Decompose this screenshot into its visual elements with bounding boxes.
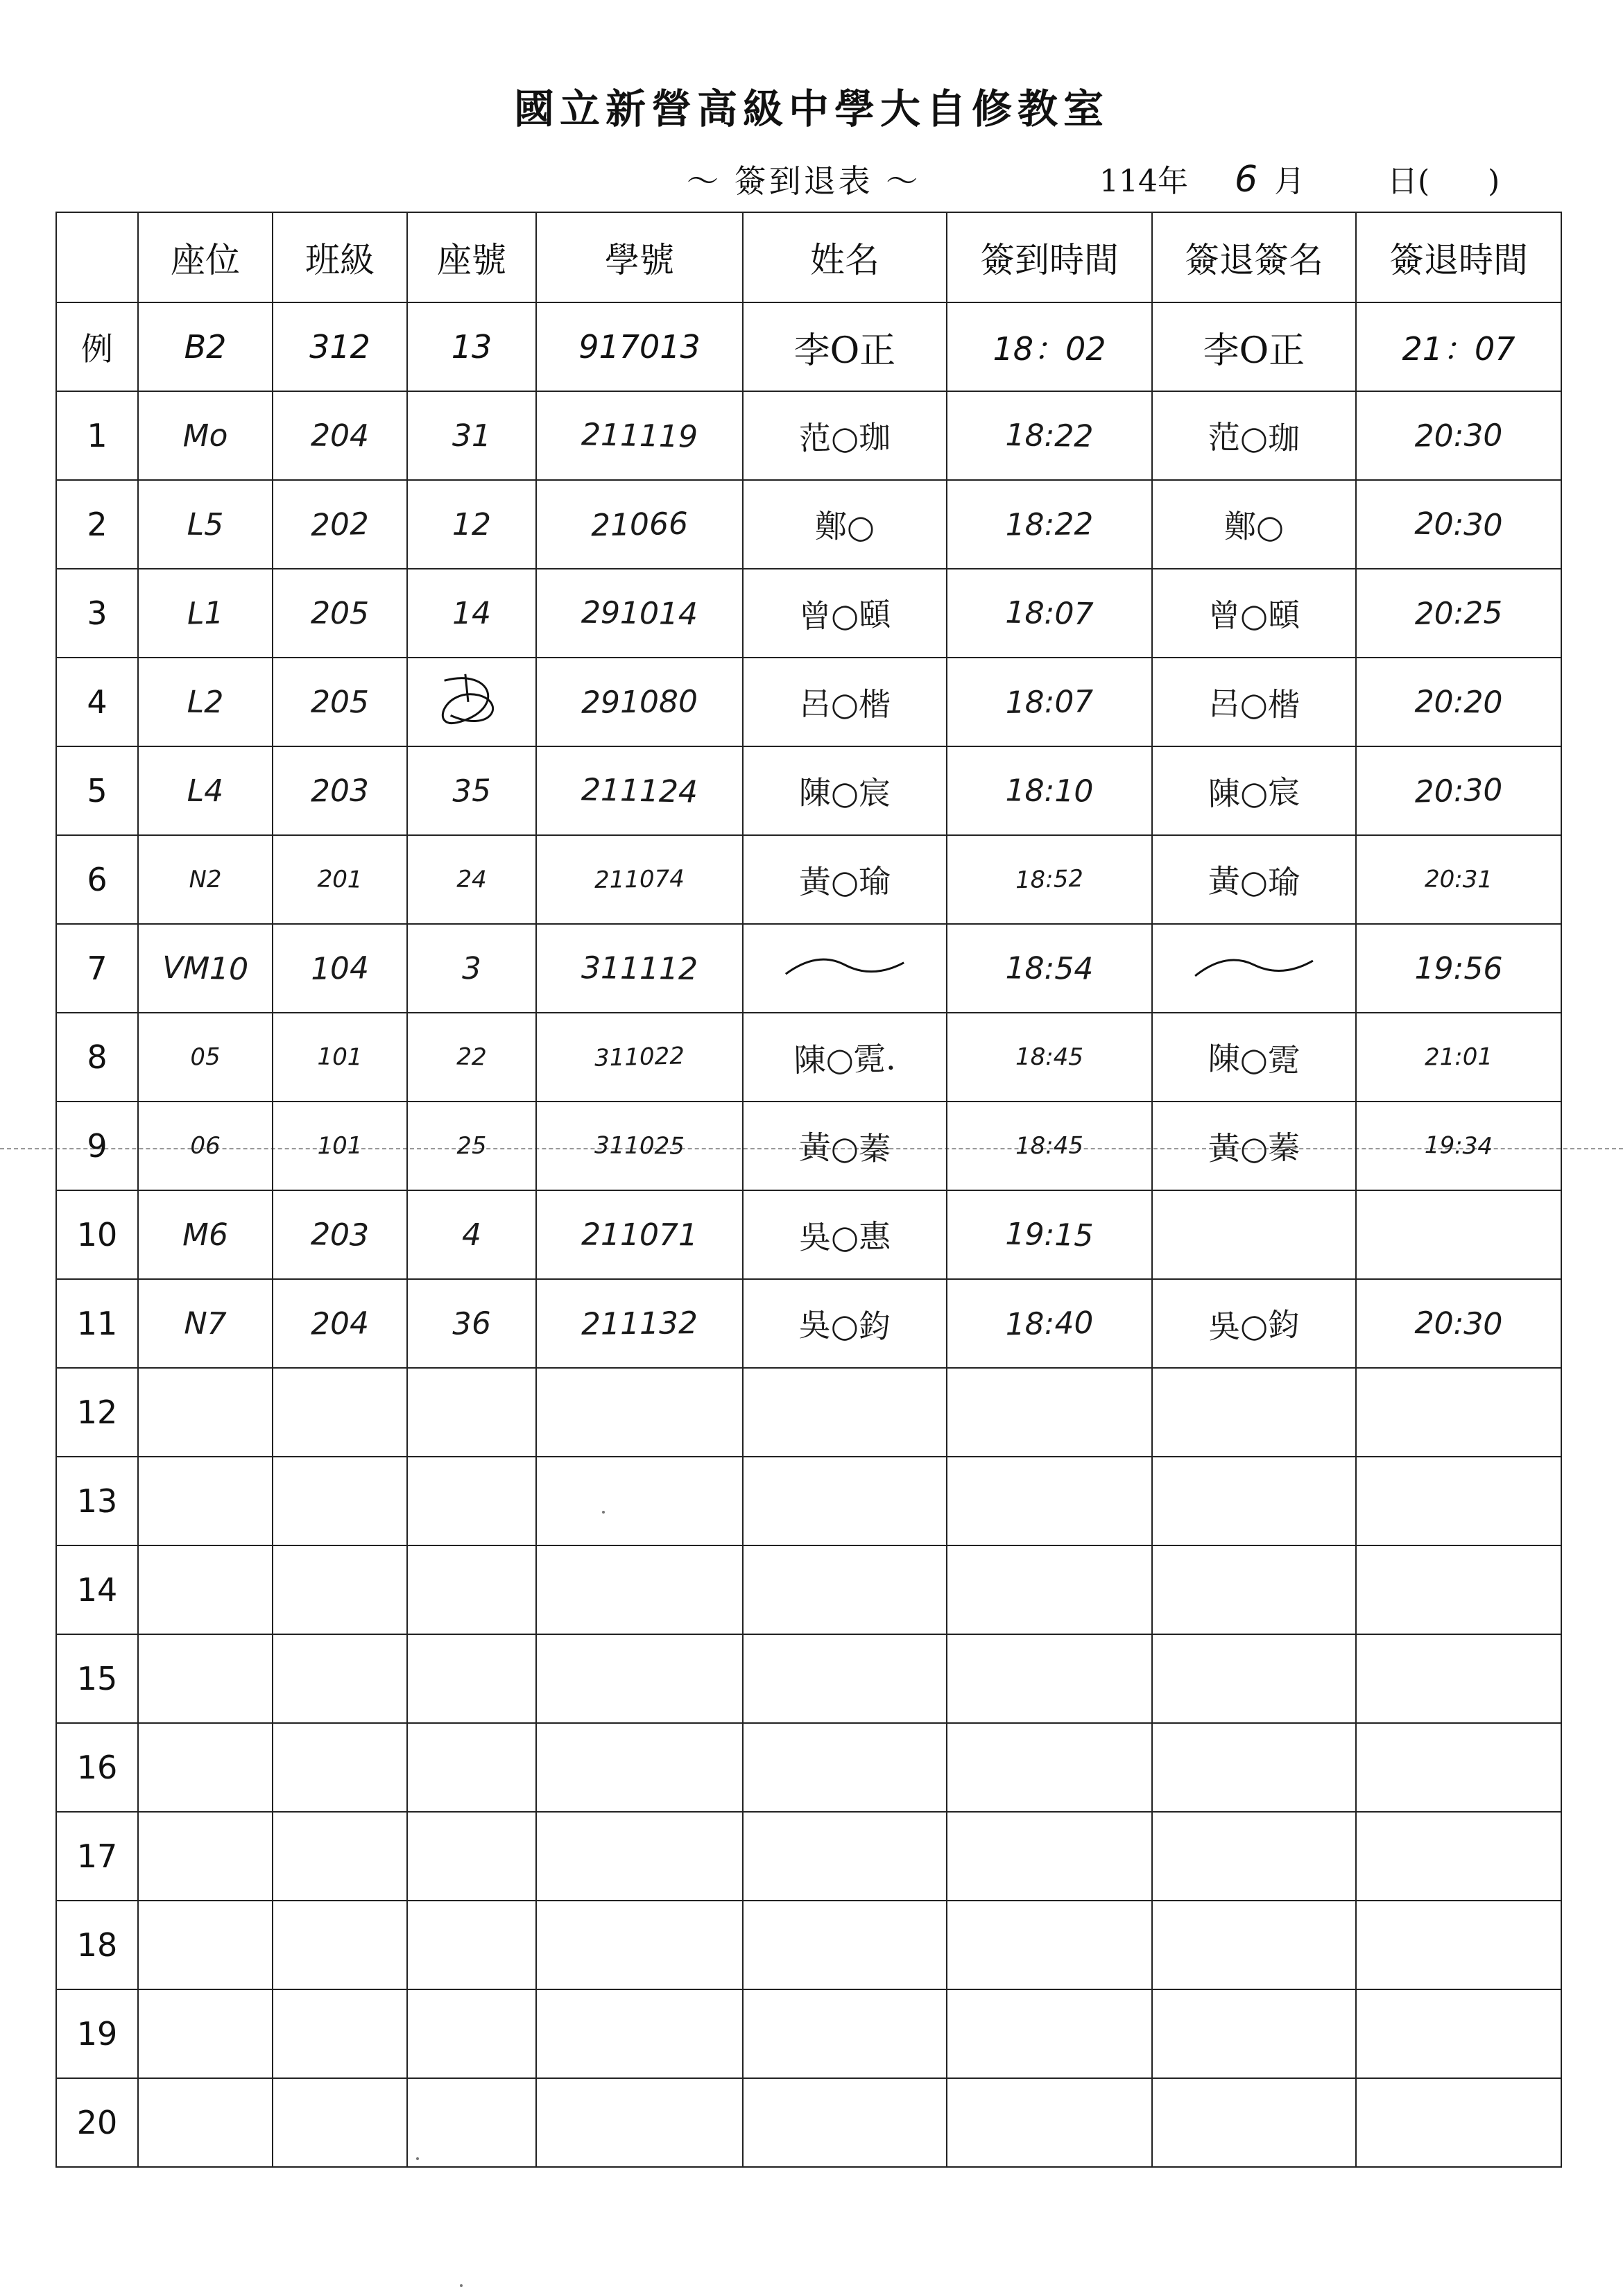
seat-cell <box>138 1457 273 1545</box>
student-id-cell <box>536 2078 743 2167</box>
col-header-seat: 座位 <box>138 212 273 302</box>
class-cell: 204 <box>272 1278 408 1369</box>
col-header-checkout-time: 簽退時間 <box>1356 212 1561 302</box>
checkout-time-cell: 19:34 <box>1355 1099 1563 1192</box>
checkout-time-cell: 20:31 <box>1355 834 1561 925</box>
class-cell: 104 <box>272 923 409 1014</box>
seat-no-cell: 24 <box>406 834 537 925</box>
checkout-time-cell <box>1356 1545 1561 1634</box>
row-index: 5 <box>56 746 138 835</box>
name-cell <box>743 1812 947 1901</box>
seat-no-cell: 14 <box>406 568 536 658</box>
table-row <box>56 480 1561 569</box>
header-row <box>56 212 1561 302</box>
col-header-seat-no: 座號 <box>407 212 536 302</box>
checkout-time-cell: 20:30 <box>1355 390 1561 481</box>
row-index: 12 <box>56 1368 138 1457</box>
name-cell: 吳○鈞 <box>742 1277 948 1370</box>
name-cell: 曾○頤 <box>741 566 947 660</box>
example-checkout-signature: 李O正 <box>1152 302 1356 391</box>
student-id-cell: 311112 <box>535 923 743 1013</box>
stray-mark <box>460 2284 463 2287</box>
example-class: 312 <box>273 302 407 391</box>
row-index: 15 <box>56 1634 138 1723</box>
student-id-cell: 211124 <box>535 744 744 837</box>
checkin-time-cell: 18:40 <box>946 1277 1153 1370</box>
checkin-time-cell <box>947 1812 1152 1901</box>
checkout-signature-cell: 陳○霓 <box>1151 1011 1357 1104</box>
checkout-signature-cell: 黃○蓁 <box>1151 1100 1357 1192</box>
class-cell <box>273 1901 407 1989</box>
checkin-time-cell <box>947 1545 1152 1634</box>
seat-no-cell: 4 <box>406 1190 536 1280</box>
row-index: 10 <box>56 1190 138 1279</box>
class-cell: 205 <box>272 568 407 658</box>
col-header-checkin-time: 簽到時間 <box>947 212 1152 302</box>
seat-cell: 05 <box>137 1011 274 1103</box>
seat-cell: 06 <box>137 1100 273 1191</box>
checkout-signature-cell <box>1151 1189 1356 1280</box>
date-month <box>1235 156 1305 200</box>
student-id-cell: 311025 <box>535 1100 743 1191</box>
example-row <box>56 302 1561 391</box>
student-id-cell: 211119 <box>535 389 744 482</box>
name-cell <box>743 1634 947 1723</box>
name-cell: 吳○惠 <box>742 1189 947 1280</box>
checkout-signature-cell: 呂○楷 <box>1151 656 1357 748</box>
student-id-cell <box>536 1901 743 1989</box>
table-row <box>56 2078 1561 2167</box>
class-cell: 203 <box>272 1189 409 1280</box>
checkin-time-cell: 18:07 <box>946 567 1153 660</box>
checkin-time-cell: 18:22 <box>946 479 1152 569</box>
checkout-signature-cell <box>1152 1989 1356 2078</box>
checkin-time-cell <box>947 1901 1152 1989</box>
col-header-class: 班級 <box>273 212 407 302</box>
checkout-time-cell <box>1356 1989 1561 2078</box>
checkin-time-cell <box>947 1989 1152 2078</box>
row-index: 8 <box>56 1013 138 1102</box>
seat-no-cell <box>407 1545 536 1634</box>
checkout-signature-cell: 陳○宸 <box>1151 744 1357 837</box>
seat-no-cell <box>406 656 538 748</box>
checkout-time-cell: 20:20 <box>1355 656 1561 747</box>
date-year: 114年 <box>1099 164 1188 199</box>
table-row <box>56 658 1561 746</box>
checkout-signature-cell: 鄭○ <box>1152 479 1357 569</box>
seat-no-cell <box>407 1723 536 1812</box>
seat-cell: L2 <box>137 657 273 747</box>
example-checkout-time: 21：07 <box>1356 302 1561 391</box>
seat-cell: L5 <box>137 479 273 569</box>
seat-cell: M6 <box>137 1190 273 1280</box>
seat-cell: Mo <box>137 390 273 481</box>
table-row <box>56 391 1561 480</box>
checkin-time-cell: 18:10 <box>946 745 1152 836</box>
name-cell: 黃○瑜 <box>742 834 947 925</box>
student-id-cell: 211132 <box>535 1278 743 1369</box>
table-row <box>56 746 1561 835</box>
table-row <box>56 1368 1561 1457</box>
student-id-cell <box>536 1989 743 2078</box>
class-cell: 101 <box>272 1101 407 1191</box>
name-cell <box>743 1545 947 1634</box>
table-row <box>56 1812 1561 1901</box>
student-id-cell: 291080 <box>535 656 743 747</box>
seat-cell <box>138 1723 273 1812</box>
entry-rows <box>56 391 1561 2167</box>
table-row <box>56 1013 1561 1102</box>
student-id-cell <box>536 1723 743 1812</box>
checkout-signature-cell <box>1152 2078 1356 2167</box>
signin-table <box>55 212 1562 2168</box>
name-cell: 陳○霓. <box>742 1011 948 1104</box>
checkout-time-cell: 20:30 <box>1355 478 1563 571</box>
stray-mark <box>602 1511 605 1514</box>
name-cell <box>742 922 948 1015</box>
seat-cell <box>138 2078 273 2167</box>
crossed-out-scribble <box>429 667 514 737</box>
student-id-cell <box>536 1812 743 1901</box>
class-cell <box>273 1545 407 1634</box>
name-cell: 黃○蓁 <box>742 1100 947 1192</box>
name-cell <box>743 1368 947 1457</box>
checkout-time-cell <box>1356 1368 1561 1457</box>
seat-no-cell: 25 <box>406 1101 537 1192</box>
student-id-cell: 211074 <box>535 834 744 926</box>
row-index: 13 <box>56 1457 138 1545</box>
student-id-cell <box>536 1368 743 1457</box>
checkout-signature-cell: 黃○瑜 <box>1151 834 1357 926</box>
student-id-cell <box>536 1545 743 1634</box>
row-index: 2 <box>56 480 138 569</box>
name-cell <box>743 1901 947 1989</box>
checkout-time-cell <box>1356 2078 1561 2167</box>
seat-cell: L1 <box>137 567 273 659</box>
checkout-signature-cell <box>1151 923 1356 1013</box>
class-cell <box>273 1723 407 1812</box>
student-id-cell <box>536 1634 743 1723</box>
seat-no-cell <box>407 1634 536 1723</box>
checkout-signature-cell <box>1152 1368 1356 1457</box>
class-cell <box>273 1368 407 1457</box>
row-index: 18 <box>56 1901 138 1989</box>
checkin-time-cell: 19:15 <box>946 1188 1153 1281</box>
table-row <box>56 1457 1561 1545</box>
class-cell <box>273 1634 407 1723</box>
seat-no-cell: 31 <box>406 391 536 481</box>
student-id-cell: 21066 <box>535 478 744 571</box>
checkout-time-cell: 20:30 <box>1355 744 1562 838</box>
table-row <box>56 1901 1561 1989</box>
checkout-signature-cell: 曾○頤 <box>1151 567 1356 658</box>
checkin-time-cell <box>947 2078 1152 2167</box>
checkin-time-cell: 18:07 <box>946 656 1153 748</box>
class-cell: 201 <box>272 834 409 925</box>
class-cell <box>273 1989 407 2078</box>
checkout-time-cell <box>1355 1188 1563 1281</box>
seat-cell <box>138 1545 273 1634</box>
seat-cell <box>138 1812 273 1901</box>
example-seat: B2 <box>138 302 273 391</box>
seat-cell <box>138 1901 273 1989</box>
seat-cell: L4 <box>138 746 273 835</box>
table-row <box>56 1279 1561 1368</box>
row-index: 3 <box>56 569 138 658</box>
col-header-checkout-signature: 簽退簽名 <box>1152 212 1356 302</box>
row-index: 11 <box>56 1279 138 1368</box>
seat-no-cell <box>407 1812 536 1901</box>
row-index: 9 <box>56 1102 138 1190</box>
name-cell: 鄭○ <box>742 479 947 569</box>
class-cell: 203 <box>272 746 407 836</box>
checkout-time-cell: 20:25 <box>1355 567 1562 660</box>
seat-cell <box>138 1368 273 1457</box>
class-cell <box>273 1457 407 1545</box>
checkin-time-cell: 18:22 <box>946 390 1153 482</box>
checkin-time-cell <box>947 1723 1152 1812</box>
seat-no-cell <box>407 2078 536 2167</box>
name-cell <box>743 2078 947 2167</box>
example-student-id: 917013 <box>536 302 743 391</box>
checkin-time-cell: 18:45 <box>946 1100 1152 1191</box>
table-row <box>56 1545 1561 1634</box>
page-title: 國立新營高級中學大自修教室 <box>513 85 1109 132</box>
checkout-time-cell: 21:01 <box>1355 1011 1561 1102</box>
seat-no-cell: 36 <box>406 1278 537 1370</box>
row-index: 16 <box>56 1723 138 1812</box>
seat-no-cell <box>407 1901 536 1989</box>
class-cell <box>273 1812 407 1901</box>
row-index: 1 <box>56 391 138 480</box>
row-index: 19 <box>56 1989 138 2078</box>
student-id-cell: 291014 <box>535 567 744 660</box>
date-day: 日( ) <box>1387 164 1500 199</box>
checkin-time-cell <box>947 1457 1152 1545</box>
table-row <box>56 569 1561 658</box>
checkout-signature-cell <box>1152 1457 1356 1545</box>
checkout-time-cell: 19:56 <box>1356 923 1562 1013</box>
class-cell <box>273 2078 407 2167</box>
example-index: 例 <box>56 302 138 391</box>
table-row <box>56 1634 1561 1723</box>
name-cell: 呂○楷 <box>742 656 947 747</box>
seat-no-cell: 22 <box>406 1011 538 1103</box>
col-header-student-id: 學號 <box>536 212 743 302</box>
seat-no-cell: 12 <box>407 480 537 569</box>
seat-no-cell <box>407 1989 536 2078</box>
class-cell: 101 <box>272 1011 408 1102</box>
checkout-time-cell: 20:30 <box>1355 1278 1562 1370</box>
row-index: 4 <box>56 658 138 746</box>
seat-no-cell: 35 <box>406 745 538 837</box>
table-row <box>56 924 1561 1013</box>
signature-scribble <box>1192 947 1317 990</box>
checkout-signature-cell <box>1152 1723 1356 1812</box>
stray-mark <box>416 2157 419 2160</box>
row-index: 6 <box>56 835 138 924</box>
seat-cell <box>138 1634 273 1723</box>
checkout-signature-cell <box>1152 1634 1356 1723</box>
name-cell: 陳○宸 <box>743 746 947 836</box>
col-header-index <box>56 212 138 302</box>
checkout-time-cell <box>1356 1634 1561 1723</box>
example-seat-no: 13 <box>407 302 536 391</box>
row-index: 7 <box>56 924 138 1013</box>
checkout-signature-cell: 范○珈 <box>1151 390 1356 481</box>
checkin-time-cell: 18:54 <box>946 923 1152 1013</box>
table-row <box>56 835 1561 924</box>
seat-cell: N7 <box>137 1278 274 1369</box>
name-cell <box>743 1989 947 2078</box>
seat-no-cell <box>407 1457 536 1545</box>
checkout-time-cell <box>1356 1812 1561 1901</box>
class-cell: 202 <box>271 478 408 570</box>
row-index: 17 <box>56 1812 138 1901</box>
seat-cell: VM10 <box>137 923 274 1014</box>
seat-no-cell <box>407 1368 536 1457</box>
table-row <box>56 1723 1561 1812</box>
checkout-signature-cell: 吳○鈞 <box>1151 1276 1357 1371</box>
name-cell <box>743 1457 947 1545</box>
checkin-time-cell: 18:45 <box>947 1012 1153 1102</box>
name-cell: 范○珈 <box>742 390 947 482</box>
row-index: 14 <box>56 1545 138 1634</box>
checkin-time-cell <box>947 1368 1152 1457</box>
table-row <box>56 1190 1561 1279</box>
row-index: 20 <box>56 2078 138 2167</box>
student-id-cell: 211071 <box>536 1190 744 1280</box>
example-name: 李O正 <box>743 302 947 391</box>
checkin-time-cell <box>947 1634 1152 1723</box>
class-cell: 205 <box>273 657 408 746</box>
signature-scribble <box>782 946 907 991</box>
class-cell: 204 <box>272 391 407 481</box>
checkin-time-cell: 18:52 <box>945 832 1153 927</box>
checkout-signature-cell <box>1152 1812 1356 1901</box>
checkout-signature-cell <box>1152 1901 1356 1989</box>
name-cell <box>743 1723 947 1812</box>
month-label: 月 <box>1274 164 1305 199</box>
checkout-time-cell <box>1356 1457 1561 1545</box>
checkout-signature-cell <box>1152 1545 1356 1634</box>
table-row <box>56 1102 1561 1190</box>
seat-cell: N2 <box>137 834 273 925</box>
student-id-cell: 311022 <box>535 1010 744 1104</box>
form-subtitle: ～ 簽到退表 ～ <box>687 162 921 200</box>
checkout-time-cell <box>1356 1901 1561 1989</box>
month-value: 6 <box>1235 159 1258 200</box>
example-checkin-time: 18：02 <box>947 302 1152 391</box>
seat-no-cell: 3 <box>406 923 536 1013</box>
seat-cell <box>138 1989 273 2078</box>
checkout-time-cell <box>1356 1723 1561 1812</box>
student-id-cell <box>536 1457 743 1545</box>
col-header-name: 姓名 <box>743 212 947 302</box>
table-row <box>56 1989 1561 2078</box>
